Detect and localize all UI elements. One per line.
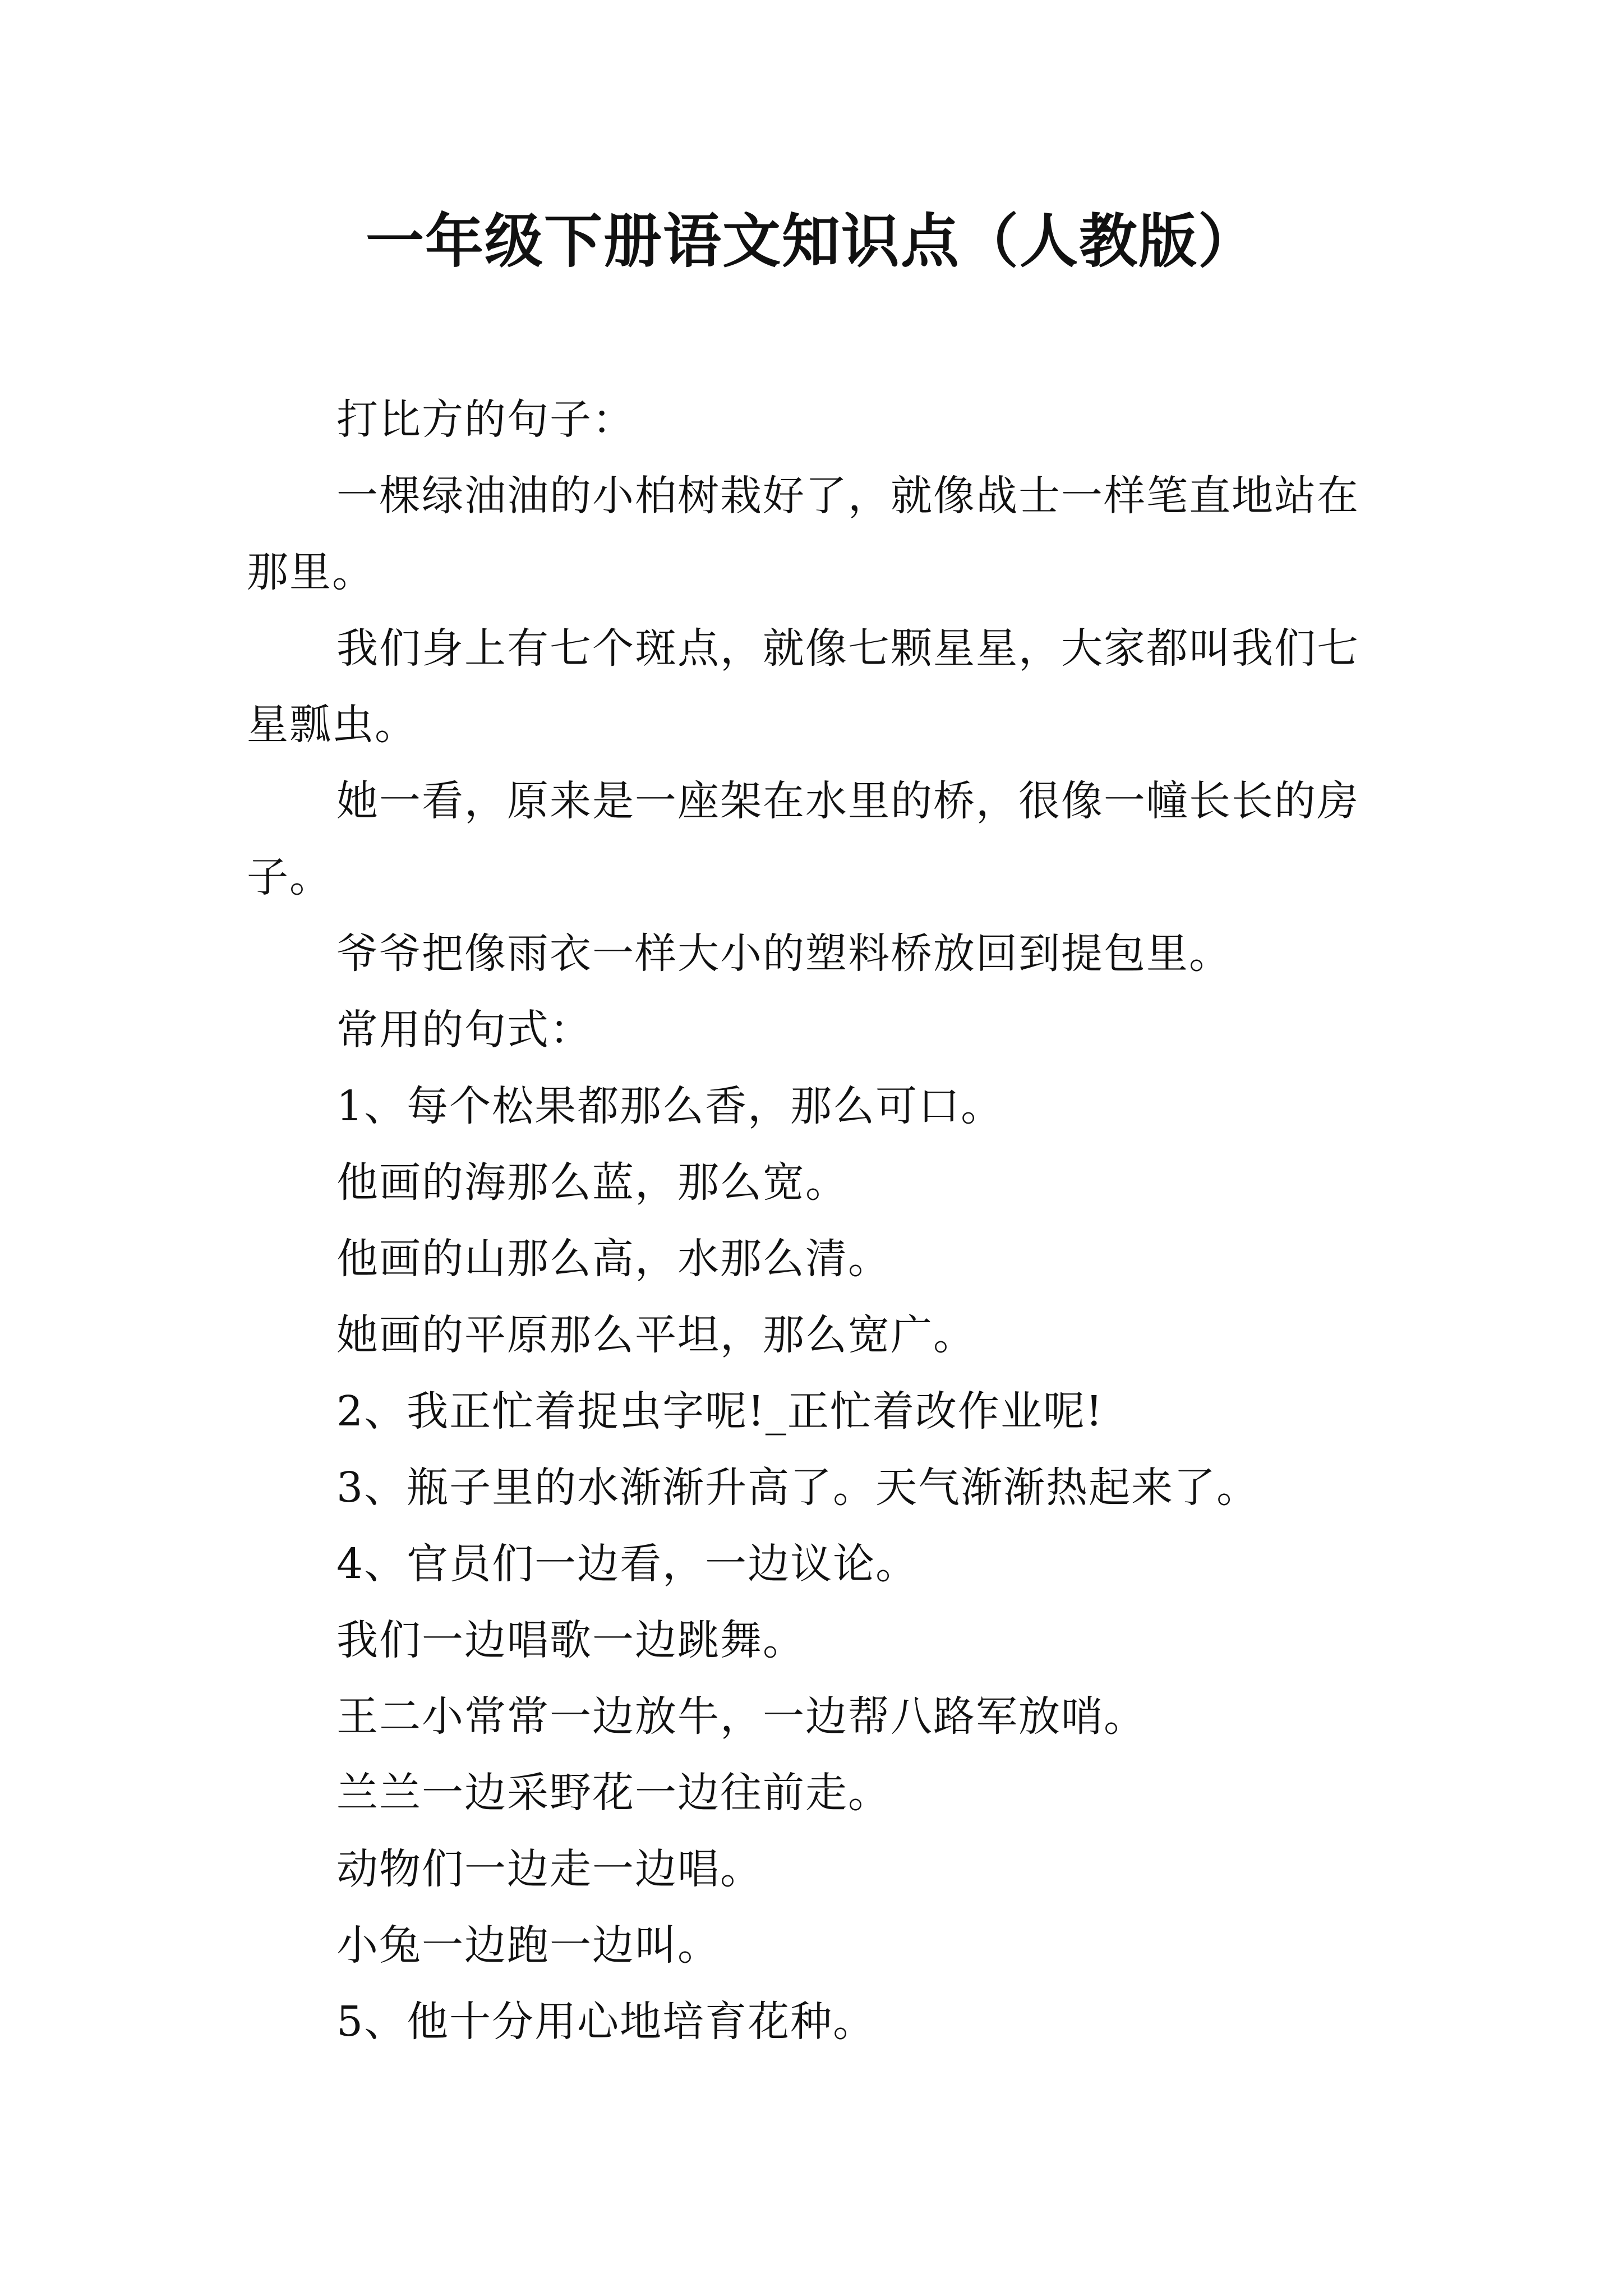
paragraph: 常用的句式：: [336, 1006, 592, 1054]
paragraph: 5、他十分用心地培育花种。: [336, 1998, 876, 2046]
paragraph: 3、瓶子里的水渐渐升高了。天气渐渐热起来了。: [336, 1464, 1260, 1512]
paragraph: 兰兰一边采野花一边往前走。: [336, 1769, 891, 1817]
paragraph: 他画的山那么高，水那么清。: [336, 1235, 891, 1283]
paragraph: 2、我正忙着捉虫字呢!_正忙着改作业呢!: [336, 1387, 1104, 1435]
paragraph: 我们身上有七个斑点，就像七颗星星，大家都叫我们七星瓢虫。: [247, 624, 1359, 749]
paragraph: 王二小常常一边放牛，一边帮八路军放哨。: [336, 1692, 1146, 1741]
paragraph: 他画的海那么蓝，那么宽。: [336, 1158, 848, 1207]
document-body: [247, 381, 1385, 2060]
paragraph: 我们一边唱歌一边跳舞。: [336, 1616, 805, 1664]
paragraph: 动物们一边走一边唱。: [336, 1845, 763, 1893]
paragraph: 她一看，原来是一座架在水里的桥，很像一幢长长的房子。: [247, 777, 1359, 901]
paragraph: 一棵绿油油的小柏树栽好了，就像战士一样笔直地站在那里。: [247, 472, 1359, 596]
document-title: 一年级下册语文知识点（人教版）: [365, 207, 1257, 275]
paragraph: 1、每个松果都那么香，那么可口。: [336, 1082, 1004, 1130]
paragraph: 她画的平原那么平坦，那么宽广。: [336, 1311, 976, 1359]
paragraph: 4、官员们一边看，一边议论。: [336, 1540, 919, 1588]
paragraph: 打比方的句子：: [336, 395, 635, 444]
paragraph: 小兔一边跑一边叫。: [336, 1921, 720, 1970]
paragraph: 爷爷把像雨衣一样大小的塑料桥放回到提包里。: [336, 930, 1232, 978]
